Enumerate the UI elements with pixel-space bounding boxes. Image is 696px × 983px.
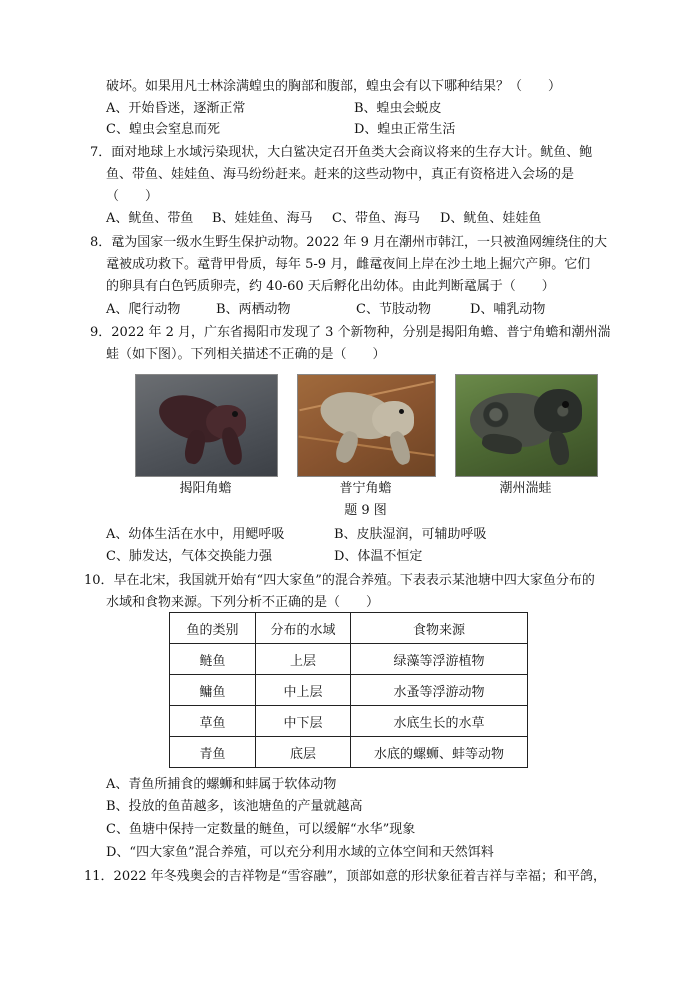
table-cell: 上层 — [256, 644, 351, 675]
q8-line-1: 8．鼋为国家一级水生野生保护动物。2022 年 9 月在潮州市韩江，一只被渔网缠绕住的大 — [90, 235, 608, 250]
q7-option-a: A、鱿鱼、带鱼 — [106, 211, 194, 226]
table-cell: 底层 — [256, 737, 351, 768]
q6-option-d: D、蝗虫正常生活 — [354, 122, 456, 137]
q11-line-1: 11．2022 年冬残奥会的吉祥物是“雪容融”，顶部如意的形状象征着吉祥与幸福；和平鸽， — [84, 869, 607, 884]
table-cell: 青鱼 — [170, 737, 256, 768]
table-row — [170, 737, 528, 768]
table-cell: 中下层 — [256, 706, 351, 737]
q8-option-d: D、哺乳动物 — [470, 302, 546, 317]
frog-photo-chaozhou — [455, 374, 598, 477]
q9-option-d: D、体温不恒定 — [334, 549, 423, 564]
q6-option-c: C、蝗虫会窒息而死 — [106, 122, 220, 137]
table-header: 分布的水域 — [256, 613, 351, 644]
frog-photo-puning — [297, 374, 436, 477]
q6-option-b: B、蝗虫会蜕皮 — [354, 101, 442, 116]
table-row — [170, 706, 528, 737]
q9-line-2: 蛙（如下图）。下列相关描述不正确的是（ ） — [106, 347, 386, 362]
table-row — [170, 644, 528, 675]
fish-table — [169, 612, 528, 768]
table-cell: 鲢鱼 — [170, 644, 256, 675]
q10-option-c: C、鱼塘中保持一定数量的鲢鱼，可以缓解“水华”现象 — [106, 822, 416, 837]
table-cell: 水底生长的水草 — [351, 706, 528, 737]
q7-option-d: D、鱿鱼、娃娃鱼 — [440, 211, 542, 226]
q7-option-b: B、娃娃鱼、海马 — [212, 211, 313, 226]
table-cell: 草鱼 — [170, 706, 256, 737]
q10-option-b: B、投放的鱼苗越多，该池塘鱼的产量就越高 — [106, 799, 363, 814]
q10-option-d: D、“四大家鱼”混合养殖，可以充分利用水域的立体空间和天然饵料 — [106, 845, 494, 860]
q9-line-1: 9．2022 年 2 月，广东省揭阳市发现了 3 个新物种，分别是揭阳角蟾、普宁角蟾和潮州湍 — [90, 325, 611, 340]
q10-line-1: 10．早在北宋，我国就开始有“四大家鱼”的混合养殖。下表表示某池塘中四大家鱼分布的 — [84, 573, 595, 588]
q6-option-a: A、开始昏迷，逐渐正常 — [106, 101, 246, 116]
table-cell: 水底的螺蛳、蚌等动物 — [351, 737, 528, 768]
table-cell: 中上层 — [256, 675, 351, 706]
q9-option-c: C、肺发达，气体交换能力强 — [106, 549, 272, 564]
q10-line-2: 水域和食物来源。下列分析不正确的是（ ） — [106, 595, 380, 610]
caption-chaozhou: 潮州湍蛙 — [499, 481, 552, 496]
table-cell: 水蚤等浮游动物 — [351, 675, 528, 706]
q8-line-3: 的卵具有白色钙质卵壳，约 40-60 天后孵化出幼体。由此判断鼋属于（ ） — [106, 279, 555, 294]
q8-line-2: 鼋被成功救下。鼋背甲骨质，每年 5-9 月，雌鼋夜间上岸在沙土地上掘穴产卵。它们 — [106, 257, 591, 272]
table-header: 食物来源 — [351, 613, 528, 644]
q8-option-c: C、节肢动物 — [356, 302, 431, 317]
table-cell: 鳙鱼 — [170, 675, 256, 706]
q7-option-c: C、带鱼、海马 — [332, 211, 420, 226]
q7-line-3: （ ） — [106, 189, 159, 204]
figure-label: 题 9 图 — [344, 503, 387, 518]
q8-option-a: A、爬行动物 — [106, 302, 181, 317]
frog-photo-jieyang — [135, 374, 278, 477]
q8-option-b: B、两栖动物 — [216, 302, 291, 317]
table-row — [170, 675, 528, 706]
table-header: 鱼的类别 — [170, 613, 256, 644]
q9-option-b: B、皮肤湿润，可辅助呼吸 — [334, 527, 487, 542]
q10-option-a: A、青鱼所捕食的螺蛳和蚌属于软体动物 — [106, 777, 337, 792]
q7-line-2: 鱼、带鱼、娃娃鱼、海马纷纷赶来。赶来的这些动物中，真正有资格进入会场的是 — [106, 167, 575, 182]
table-header-row — [170, 613, 528, 644]
caption-jieyang: 揭阳角蟾 — [179, 481, 232, 496]
q9-option-a: A、幼体生活在水中，用鳃呼吸 — [106, 527, 285, 542]
q7-line-1: 7．面对地球上水域污染现状，大白鲨决定召开鱼类大会商议将来的生存大计。鱿鱼、鲍 — [90, 145, 593, 160]
caption-puning: 普宁角蟾 — [339, 481, 392, 496]
q6-text: 破坏。如果用凡士林涂满蝗虫的胸部和腹部，蝗虫会有以下哪种结果？（ ） — [106, 79, 562, 94]
table-cell: 绿藻等浮游植物 — [351, 644, 528, 675]
